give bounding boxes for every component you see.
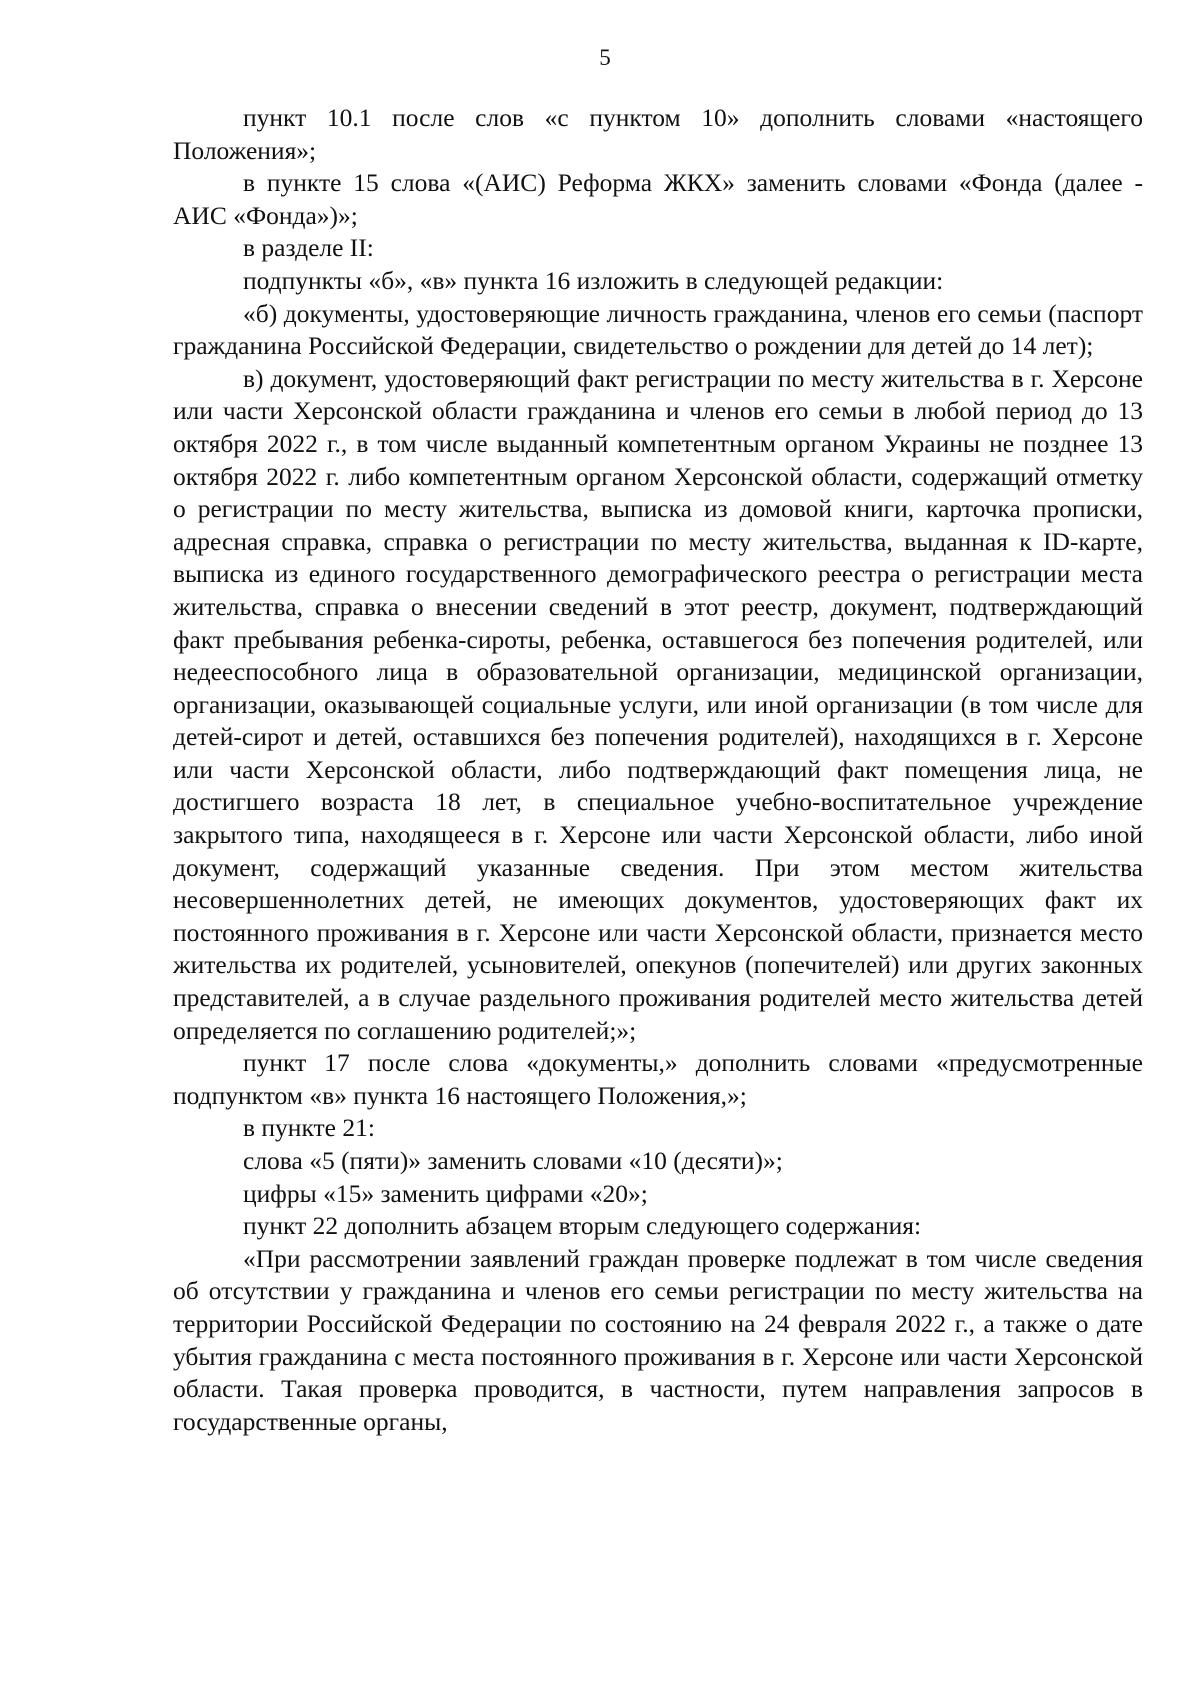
paragraph-item-16-intro: подпункты «б», «в» пункта 16 изложить в следующей редакции:: [243, 265, 944, 295]
paragraph-item-21-digits: цифры «15» заменить цифрами «20»;: [243, 1178, 648, 1208]
page-number: 5: [599, 45, 611, 70]
paragraph-subitem-v: в) документ, удостоверяющий факт регистрации по месту жительства в г. Херсоне или части Херсонской области гражданина и членов его семьи в любой период до 13 октября 2022 г., в том числе выданный компетентным органом Украины не позднее 13 октября 2022 г. либо компетентным органом Херсонской области, содержащий отметку о регистрации по месту жительства, выписка из домовой книги, карточка прописки, адресная справка, справка о регистрации по месту жительства, выданная к ID-карте, выписка из единого государственного демографического реестра о регистрации места жительства, справка о внесении сведений в этот реестр, документ, подтверждающий факт пребывания ребенка-сироты, ребенка, оставшегося без попечения родителей, или недееспособного лица в образовательной организации, медицинской организации, организации, оказывающей социальные услуги, или иной организации (в том числе для детей-сирот и детей, оставшихся без попечения родителей), находящихся в г. Херсоне или части Херсонской области, либо подтверждающий факт помещения лица, не достигшего возраста 18 лет, в специальное учебно-воспитательное учреждение закрытого типа, находящееся в г. Херсоне или части Херсонской области, либо иной документ, содержащий указанные сведения. При этом местом жительства несовершеннолетних детей, не имеющих документов, удостоверяющих факт их постоянного проживания в г. Херсоне или части Херсонской области, признается место жительства их родителей, усыновителей, опекунов (попечителей) или других законных представителей, а в случае раздельного проживания родителей место жительства детей определяется по соглашению родителей;»;: [173, 363, 1143, 1045]
paragraph-item-10-1: пункт 10.1 после слов «с пунктом 10» дополнить словами «настоящего Положения»;: [173, 103, 1143, 165]
document-body: [173, 102, 1143, 1438]
paragraph-item-15: в пункте 15 слова «(АИС) Реформа ЖКХ» заменить словами «Фонда (далее - АИС «Фонда»)»;: [173, 168, 1143, 230]
paragraph-section-2: в разделе II:: [243, 233, 374, 263]
paragraph-item-22: пункт 22 дополнить абзацем вторым следующего содержания:: [243, 1211, 922, 1241]
paragraph-item-22-text: «При рассмотрении заявлений граждан проверке подлежат в том числе сведения об отсутствии у гражданина и членов его семьи регистрации по месту жительства на территории Российской Федерации по состоянию на 24 февраля 2022 г., а также о дате убытия гражданина с места постоянного проживания в г. Херсоне или части Херсонской области. Такая проверка проводится, в частности, путем направления запросов в государственные органы,: [173, 1243, 1143, 1436]
paragraph-item-21-words: слова «5 (пяти)» заменить словами «10 (десяти)»;: [243, 1146, 783, 1175]
paragraph-item-21: в пункте 21:: [243, 1113, 375, 1143]
paragraph-subitem-b: «б) документы, удостоверяющие личность гражданина, членов его семьи (паспорт гражданина Российской Федерации, свидетельство о рождении для детей до 14 лет);: [173, 298, 1143, 361]
paragraph-item-17: пункт 17 после слова «документы,» дополнить словами «предусмотренные подпунктом «в» пункта 16 настоящего Положения,»;: [173, 1048, 1143, 1110]
